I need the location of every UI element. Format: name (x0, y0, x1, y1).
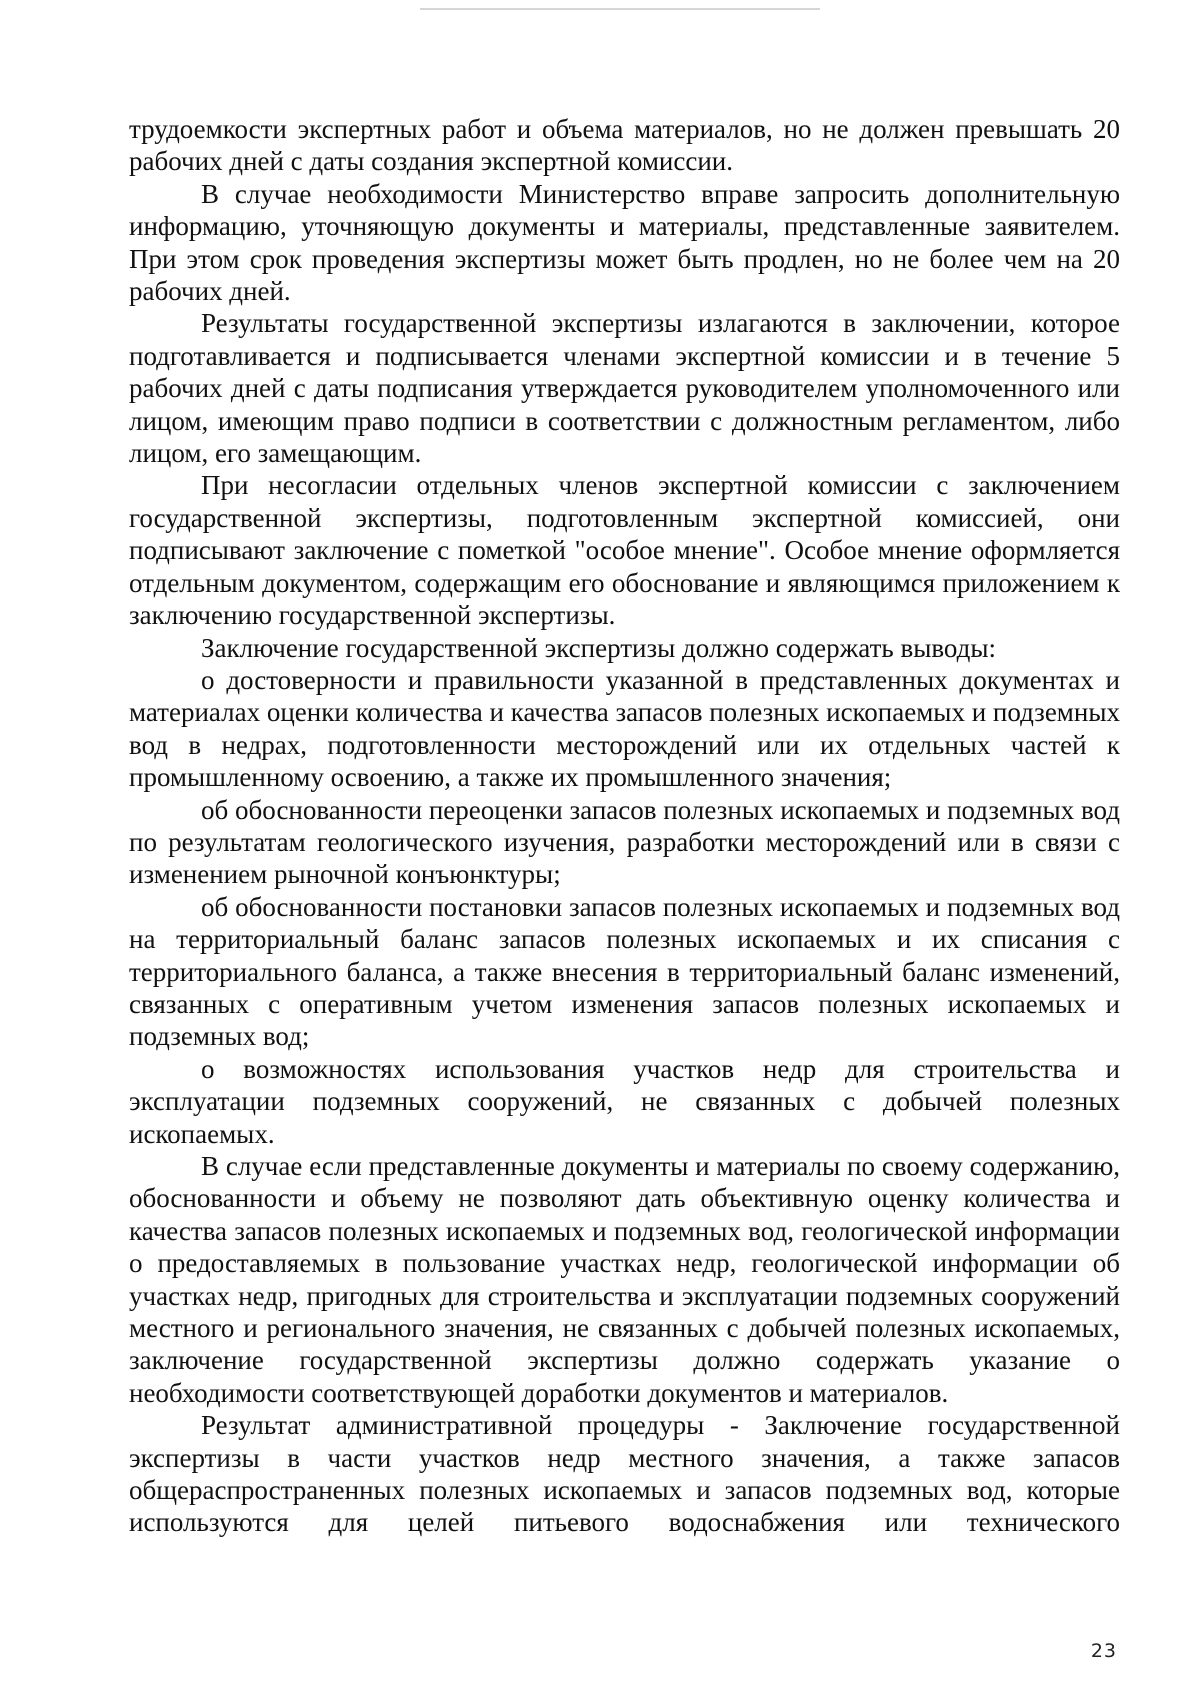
paragraph: Результаты государственной экспертизы излагаются в заключении, которое подготавливается и подписывается членами экспертной комиссии и в течение 5 рабочих дней с даты подписания утверждается руководителем уполномоченного или лицом, имеющим право подписи в соответствии с должностным регламентом, либо лицом, его замещающим. (129, 308, 1120, 469)
list-paragraph: об обоснованности переоценки запасов полезных ископаемых и подземных вод по результатам геологического изучения, разработки месторождений или в связи с изменением рыночной конъюнктуры; (129, 794, 1120, 890)
paragraph: При несогласии отдельных членов экспертной комиссии с заключением государственной экспертизы, подготовленным экспертной комиссией, они подписывают заключение с пометкой "особое мнение". Особое мнение оформляется отдельным документом, содержащим его обоснование и являющимся приложением к заключению государственной экспертизы. (129, 470, 1120, 631)
list-paragraph: о достоверности и правильности указанной в представленных документах и материалах оценки количества и качества запасов полезных ископаемых и подземных вод в недрах, подготовленности месторождений или их отдельных частей к промышленному освоению, а также их промышленного значения; (129, 664, 1120, 793)
paragraph: В случае если представленные документы и материалы по своему содержанию, обоснованности и объему не позволяют дать объективную оценку количества и качества запасов полезных ископаемых и подземных вод, геологической информации о предоставляемых в пользование участках недр, геологической информации об участках недр, пригодных для строительства и эксплуатации подземных сооружений местного и регионального значения, не связанных с добычей полезных ископаемых, заключение государственной экспертизы должно содержать указание о необходимости соответствующей доработки документов и материалов. (129, 1151, 1120, 1408)
page-number: 23 (1090, 1640, 1117, 1662)
paragraph-continuation: трудоемкости экспертных работ и объема материалов, но не должен превышать 20 рабочих дней с даты создания экспертной комиссии. (129, 114, 1120, 177)
body-text (129, 113, 1120, 1539)
scan-artifact (420, 0, 820, 10)
paragraph: Результат административной процедуры - Заключение государственной экспертизы в части участков недр местного значения, а также запасов общераспространенных полезных ископаемых и запасов подземных вод, которые используются для целей питьевого водоснабжения или технического (129, 1410, 1120, 1538)
paragraph: Заключение государственной экспертизы должно содержать выводы: (201, 632, 997, 663)
list-paragraph: об обоснованности постановки запасов полезных ископаемых и подземных вод на территориальный баланс запасов полезных ископаемых и их списания с территориального баланса, а также внесения в территориальный баланс изменений, связанных с оперативным учетом изменения запасов полезных ископаемых и подземных вод; (129, 891, 1120, 1052)
list-paragraph: о возможностях использования участков недр для строительства и эксплуатации подземных сооружений, не связанных с добычей полезных ископаемых. (129, 1053, 1120, 1149)
paragraph: В случае необходимости Министерство вправе запросить дополнительную информацию, уточняющую документы и материалы, представленные заявителем. При этом срок проведения экспертизы может быть продлен, но не более чем на 20 рабочих дней. (129, 178, 1120, 307)
